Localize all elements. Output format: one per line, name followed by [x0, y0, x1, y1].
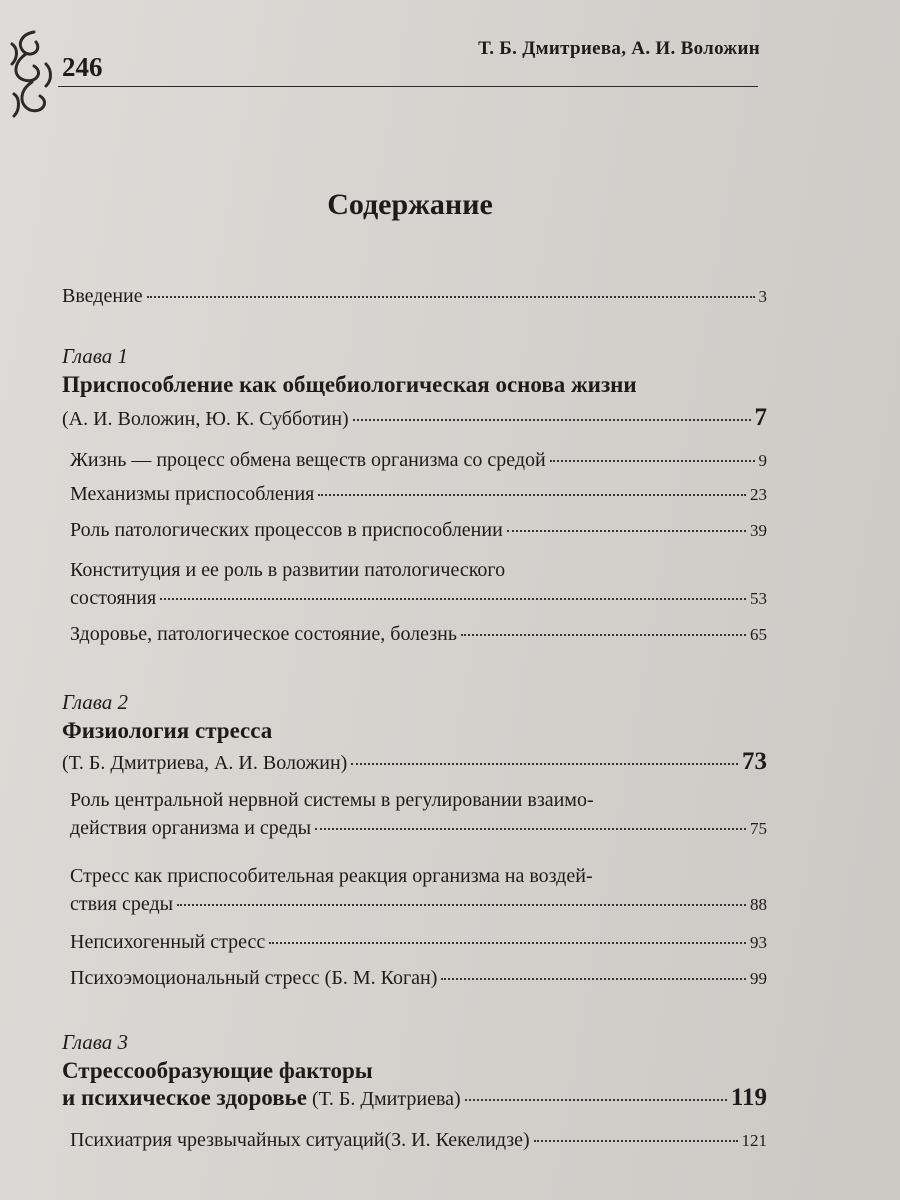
chapter-title[interactable]: Приспособление как общебиологическая основа жизни: [62, 372, 637, 397]
chapter-authors: (Т. Б. Дмитриева): [312, 1088, 461, 1110]
leader-dots: [269, 942, 746, 944]
leader-dots: [353, 419, 751, 421]
toc-section-title: Механизмы приспособления: [70, 483, 315, 505]
toc-section-title: Роль патологических процессов в приспособлении: [70, 519, 503, 541]
toc-page-ref: 119: [730, 1084, 767, 1111]
toc-entry-intro[interactable]: [62, 282, 767, 311]
leader-dots: [160, 598, 746, 600]
toc-section-title-line2: действия организма и среды: [70, 817, 312, 839]
chapter-label: Глава 1: [62, 344, 128, 368]
toc-page-ref: 53: [750, 589, 767, 608]
toc-section-title: Жизнь — процесс обмена веществ организма со средой: [70, 449, 546, 471]
toc-entry-title: Введение: [62, 285, 143, 307]
chapter-label: Глава 3: [62, 1030, 128, 1054]
chapter-authors: (А. И. Воложин, Ю. К. Субботин): [62, 408, 349, 430]
header-rule: [58, 86, 758, 87]
toc-section[interactable]: [62, 480, 767, 509]
toc-page-ref: 65: [750, 625, 767, 644]
running-head: Т. Б. Дмитриева, А. И. Воложин: [478, 38, 760, 59]
leader-dots: [465, 1099, 727, 1101]
toc-section[interactable]: [62, 620, 767, 649]
leader-dots: [315, 828, 746, 830]
toc-section-title-line1: Роль центральной нервной системы в регулировании взаимо-: [70, 789, 594, 811]
toc-section-title-line1: Конституция и ее роль в развитии патологического: [70, 559, 506, 581]
leader-dots: [441, 978, 746, 980]
toc-page-ref: 3: [758, 287, 767, 306]
toc-section-title: Здоровье, патологическое состояние, болезнь: [70, 623, 458, 645]
leader-dots: [351, 763, 738, 765]
toc-page-ref: 121: [741, 1131, 767, 1150]
toc-title: Содержание: [327, 188, 493, 221]
leader-dots: [318, 494, 746, 496]
toc-section[interactable]: [62, 862, 767, 919]
toc-page-ref: 93: [750, 933, 767, 952]
toc-section-title-line2: состояния: [70, 587, 157, 609]
toc-section[interactable]: [62, 964, 767, 993]
leader-dots: [507, 530, 746, 532]
toc-section[interactable]: [62, 928, 767, 957]
page-number: 246: [62, 52, 103, 82]
toc-page-ref: 88: [750, 895, 767, 914]
leader-dots: [147, 296, 755, 298]
chapter-authors: (Т. Б. Дмитриева, А. И. Воложин): [62, 752, 348, 774]
toc-section[interactable]: [62, 786, 767, 843]
chapter-title-line1[interactable]: Стрессообразующие факторы: [62, 1058, 373, 1083]
toc-page-ref: 73: [742, 748, 767, 775]
toc-page-ref: 7: [754, 404, 767, 431]
toc-page-ref: 39: [750, 521, 767, 540]
chapter-label: Глава 2: [62, 690, 128, 714]
chapter-title[interactable]: Физиология стресса: [62, 718, 273, 743]
chapter-title-line2-text: и психическое здоровье: [62, 1085, 308, 1110]
toc-section[interactable]: [62, 556, 767, 613]
toc-section-title-line2: ствия среды: [70, 893, 174, 915]
leader-dots: [534, 1140, 738, 1142]
decorative-ornament-icon: [4, 24, 58, 124]
chapter-authors-line[interactable]: [62, 404, 767, 433]
toc-page-ref: 23: [750, 485, 767, 504]
toc-page-ref: 99: [750, 969, 767, 988]
toc-section-title: Психоэмоциональный стресс (Б. М. Коган): [70, 967, 438, 989]
chapter-authors-line[interactable]: [62, 748, 767, 777]
toc-section-title: Непсихогенный стресс: [70, 931, 266, 953]
toc-section[interactable]: [62, 1126, 767, 1155]
toc-page-ref: 75: [750, 819, 767, 838]
toc-section[interactable]: [62, 446, 767, 475]
toc-section-title: Психиатрия чрезвычайных ситуаций(З. И. Кекелидзе): [70, 1129, 530, 1151]
leader-dots: [550, 460, 755, 462]
leader-dots: [177, 904, 746, 906]
leader-dots: [461, 634, 746, 636]
chapter-title-line2[interactable]: [62, 1084, 767, 1113]
toc-section-title-line1: Стресс как приспособительная реакция организма на воздей-: [70, 865, 593, 887]
toc-page-ref: 9: [758, 451, 767, 470]
toc-section[interactable]: [62, 516, 767, 545]
